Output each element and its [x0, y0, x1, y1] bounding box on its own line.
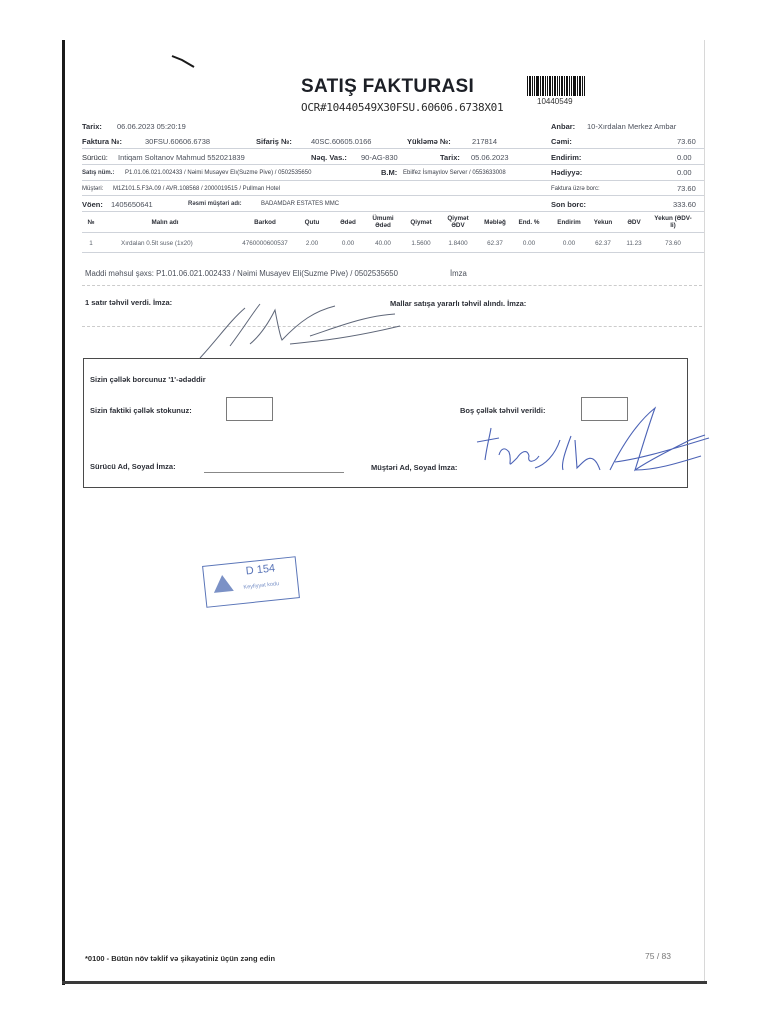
divider: [82, 180, 704, 181]
responsible-text: Maddi məhsul şəxs: P1.01.06.021.002433 / Nəimi Musayev Eli(Suzme Pive) / 0502535650: [85, 269, 398, 278]
barcode-number: 10440549: [537, 97, 573, 106]
th-mebleg: Məbləğ: [484, 219, 506, 226]
th-yekun-edvli: Yekun (ƏDV-li): [654, 215, 692, 229]
th-umumi-eded: Ümumi Ədəd: [372, 215, 394, 229]
divider: [82, 232, 704, 233]
musteri-value: M1Z101.5.F3A.09 / AVR.108568 / 2000019515 / Pullman Hotel: [113, 186, 280, 192]
barcode-bar: [554, 76, 557, 96]
stock-label: Sizin faktiki çəllək stokunuz:: [90, 406, 192, 415]
barcode-bar: [571, 76, 572, 96]
endirim-label: Endirim:: [551, 153, 582, 162]
warning-triangle-icon: [212, 574, 234, 593]
td-no: 1: [89, 240, 93, 247]
td-qiymet-edv: 1.8400: [448, 240, 468, 247]
faktura-value: 30FSU.60606.6738: [145, 137, 211, 146]
neqvas-label: Nəq. Vas.:: [311, 153, 347, 162]
th-edv: ƏDV: [627, 219, 641, 226]
divider: [82, 164, 704, 165]
scan-edge-bottom: [62, 981, 707, 984]
td-qutu: 2.00: [305, 240, 319, 247]
barcode-bar: [584, 76, 585, 96]
td-edv: 11.23: [626, 240, 642, 247]
sifaris-label: Sifariş №:: [256, 137, 292, 146]
surucu-value: Intiqam Soltanov Mahmud 552021839: [118, 153, 245, 162]
hediyye-value: 0.00: [677, 168, 692, 177]
fuzre-value: 73.60: [677, 184, 696, 193]
delivery-right-label: Mallar satışa yararlı təhvil alındı. İmza:: [390, 299, 527, 308]
scan-edge-right: [704, 40, 705, 983]
barcode-bar: [545, 76, 546, 96]
bm-value: Ebilfez İsmayılov Server / 0553633008: [403, 170, 506, 176]
ocr-code: OCR#10440549X30FSU.60606.6738X01: [301, 101, 504, 114]
yukleme-label: Yükləmə №:: [407, 137, 451, 146]
stamp-code: D 154: [245, 562, 276, 578]
th-yekun: Yekun: [593, 219, 613, 226]
th-qutu: Qutu: [304, 219, 320, 226]
barcode-bar: [557, 76, 558, 96]
delivery-signature: [190, 296, 420, 366]
th-barkod: Barkod: [254, 219, 276, 226]
th-no: №: [87, 219, 95, 226]
tarix2-label: Tarix:: [440, 153, 460, 162]
resmi-label: Rəsmi müştəri adı:: [188, 201, 242, 207]
td-yekun: 62.37: [595, 240, 611, 247]
yukleme-value: 217814: [472, 137, 498, 146]
fuzre-label: Faktura üzrə borc:: [551, 186, 600, 192]
divider: [82, 195, 704, 196]
barcode-bar: [573, 76, 576, 96]
divider: [82, 148, 704, 149]
responsible-imza: İmza: [450, 269, 467, 278]
td-mebleg: 62.37: [487, 240, 503, 247]
quality-stamp: [202, 556, 300, 608]
td-eded: 0.00: [341, 240, 355, 247]
voen-label: Vöen:: [82, 200, 103, 209]
invoice-page: [65, 40, 704, 981]
th-qiymet: Qiymət: [410, 219, 432, 226]
td-barkod: 4760000600537: [242, 240, 288, 247]
satis-label: Satış nüm.:: [82, 170, 115, 176]
barcode-bar: [547, 76, 548, 96]
tarix-label: Tarix:: [82, 122, 102, 131]
satis-value: P1.01.06.021.002433 / Nəimi Musayev Elı(Suzme Pive) / 0502535650: [125, 170, 312, 176]
barcode-bar: [532, 76, 533, 96]
barcode-bar: [534, 76, 535, 96]
sifaris-value: 40SC.60605.0166: [311, 137, 372, 146]
barcode-bar: [577, 76, 578, 96]
footer-text: *0100 - Bütün növ təklif və şikayətiniz üçün zəng edin: [85, 954, 276, 963]
barcode: [527, 76, 585, 96]
th-eded: Ədəd: [340, 219, 356, 226]
driver-sign-label: Sürücü Ad, Soyad İmza:: [90, 462, 176, 471]
debt-line: Sizin çəllək borcunuz '1'-ədəddir: [90, 375, 206, 384]
endirim-value: 0.00: [677, 153, 692, 162]
td-umumi-eded: 40.00: [375, 240, 391, 247]
anbar-value: 10-Xırdalan Merkez Ambar: [587, 122, 677, 131]
cemi-label: Cəmi:: [551, 137, 572, 146]
sonborc-value: 333.60: [673, 200, 696, 209]
customer-signature: [465, 400, 710, 490]
stock-field[interactable]: [226, 397, 273, 421]
stamp-subtext: Keyfiyyət kodu: [243, 581, 280, 591]
invoice-title: SATIŞ FAKTURASI: [301, 76, 475, 97]
th-qiymet-edv: Qiymət ƏDV: [447, 215, 469, 229]
divider: [82, 252, 704, 253]
barcode-bar: [559, 76, 560, 96]
musteri-label: Müştəri:: [82, 186, 104, 192]
hediyye-label: Hədiyyə:: [551, 168, 583, 177]
dashed-divider: [82, 285, 702, 286]
barcode-bar: [582, 76, 583, 96]
sonborc-label: Son borc:: [551, 200, 586, 209]
delivery-left-label: 1 satır təhvil verdi. İmza:: [85, 298, 173, 307]
resmi-value: BADAMDAR ESTATES MMC: [261, 201, 340, 207]
td-malin-adi: Xırdalan 0.5lt suse (1x20): [121, 240, 193, 247]
td-endirim: 0.00: [562, 240, 576, 247]
th-end-percent: End. %: [518, 219, 540, 226]
barcode-bar: [542, 76, 544, 96]
tarix2-value: 05.06.2023: [471, 153, 509, 162]
tarix-value: 06.06.2023 05:20:19: [117, 122, 186, 131]
empty-label: Boş çəllək təhvil verildi:: [460, 406, 546, 415]
barcode-bar: [540, 76, 541, 96]
surucu-label: Sürücü:: [82, 153, 108, 162]
barcode-bar: [529, 76, 531, 96]
cemi-value: 73.60: [677, 137, 696, 146]
barcode-bar: [561, 76, 563, 96]
driver-sign-line[interactable]: [204, 472, 344, 473]
barcode-bar: [569, 76, 570, 96]
divider: [82, 211, 704, 212]
barcode-bar: [536, 76, 539, 96]
anbar-label: Anbar:: [551, 122, 576, 131]
th-endirim: Endirim: [557, 219, 581, 226]
barcode-bar: [552, 76, 553, 96]
bm-label: B.M:: [381, 168, 398, 177]
stray-mark: [170, 52, 200, 70]
barcode-bar: [579, 76, 581, 96]
td-end-percent: 0.00: [522, 240, 536, 247]
neqvas-value: 90-AG-830: [361, 153, 398, 162]
page-number: 75 / 83: [645, 951, 671, 961]
customer-sign-label: Müştəri Ad, Soyad İmza:: [371, 463, 458, 472]
barcode-bar: [564, 76, 565, 96]
barcode-bar: [566, 76, 568, 96]
barcode-bar: [527, 76, 528, 96]
barcode-bar: [549, 76, 551, 96]
th-malin-adi: Malın adı: [151, 219, 179, 226]
td-qiymet: 1.5600: [411, 240, 431, 247]
faktura-label: Faktura №:: [82, 137, 123, 146]
voen-value: 1405650641: [111, 200, 153, 209]
td-yekun-edvli: 73.60: [665, 240, 681, 247]
